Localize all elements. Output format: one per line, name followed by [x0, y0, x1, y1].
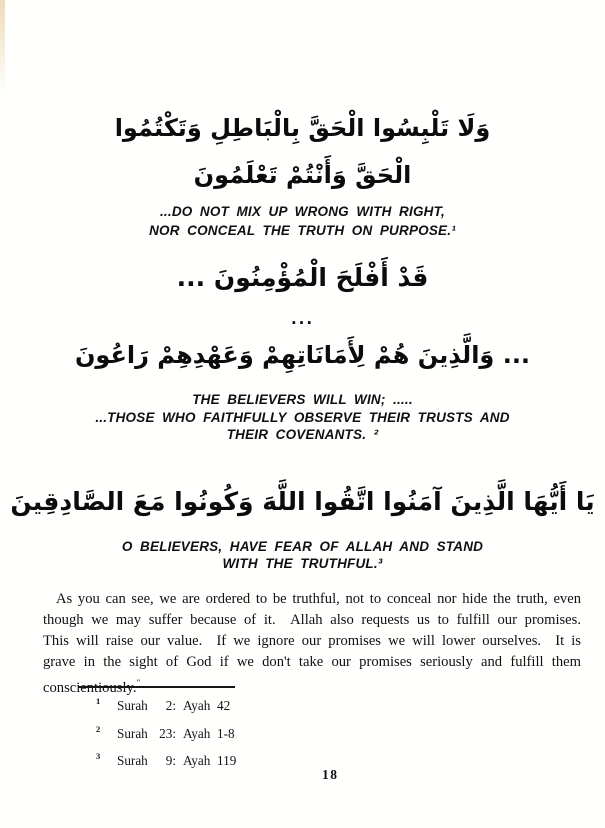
footnote-3-marker: 3 — [96, 751, 101, 761]
footnote-2-surah-label: Surah — [117, 726, 148, 741]
translation-3-line-2: WITH THE TRUTHFUL.³ — [222, 556, 383, 571]
footnote-1-marker: 1 — [96, 696, 101, 706]
arabic-verse-3: يَا أَيُّهَا الَّذِينَ آمَنُوا اتَّقُوا اللَّهَ وَكُونُوا مَعَ الصَّادِقِينَ — [10, 487, 595, 516]
commentary-paragraph — [43, 589, 593, 699]
translation-1-line-1: ...DO NOT MIX UP WRONG WITH RIGHT, — [159, 204, 446, 219]
footnote-3-surah-number: 9: — [165, 753, 176, 768]
footnote-2-ayah-number: 1-8 — [217, 726, 235, 741]
arabic-verse-1-line-1: وَلَا تَلْبِسُوا الْحَقَّ بِالْبَاطِلِ وَتَكْتُمُوا — [114, 114, 491, 142]
translation-2-line-1: THE BELIEVERS WILL WIN; ..... — [192, 392, 413, 407]
translation-2-line-2: ...THOSE WHO FAITHFULLY OBSERVE THEIR TRUSTS AND — [95, 409, 510, 425]
arabic-verse-2-line-2: ... وَالَّذِينَ هُمْ لِأَمَانَاتِهِمْ وَعَهْدِهِمْ رَاعُونَ — [74, 341, 531, 369]
footnote-3-surah-label: Surah — [117, 753, 148, 768]
footnote-2-surah-number: 23: — [159, 726, 176, 741]
translation-1-line-2: NOR CONCEAL THE TRUTH ON PURPOSE.¹ — [149, 222, 456, 238]
footnote-1-surah-label: Surah — [117, 698, 148, 713]
translation-verse-2 — [0, 391, 605, 444]
footnote-1-ayah-number: 42 — [217, 698, 231, 713]
commentary-text: As you can see, we are ordered to be truthful, not to conceal nor hide the truth, even though we may suffer because of it. Allah also requests us to fulfill our promises. This will raise our value. If we ignore our promises we will lower ourselves. It is grave in the sight of God if we don't take our promises seriously and fulfill them conscientiously. — [43, 591, 593, 696]
footnote-3-ayah-label: Ayah — [183, 753, 211, 768]
translation-verse-1 — [0, 203, 605, 240]
arabic-verse-2-ellipsis: ... — [290, 310, 315, 328]
footnote-2-ayah-label: Ayah — [183, 726, 211, 741]
arabic-verse-2-line-1: قَدْ أَفْلَحَ الْمُؤْمِنُونَ ... — [176, 263, 429, 292]
translation-verse-3 — [0, 538, 605, 572]
footnote-1-ayah-label: Ayah — [183, 698, 211, 713]
translation-3-line-1: O BELIEVERS, HAVE FEAR OF ALLAH AND STAND — [121, 539, 484, 554]
footnote-3 — [0, 753, 605, 770]
page-number: 18 — [322, 767, 339, 782]
scan-edge-artifact — [0, 0, 5, 95]
footnote-2 — [0, 726, 605, 743]
footnote-1 — [0, 698, 605, 715]
translation-2-line-3: THEIR COVENANTS. ² — [226, 427, 379, 442]
footnote-2-marker: 2 — [96, 724, 101, 734]
footnote-1-surah-number: 2: — [165, 698, 176, 713]
arabic-verse-1-line-2: الْحَقَّ وَأَنْتُمْ تَعْلَمُونَ — [193, 161, 412, 189]
footnote-3-ayah-number: 119 — [217, 753, 237, 768]
commentary-footnote-mark: " — [136, 678, 141, 688]
footnote-separator-rule — [78, 686, 235, 688]
